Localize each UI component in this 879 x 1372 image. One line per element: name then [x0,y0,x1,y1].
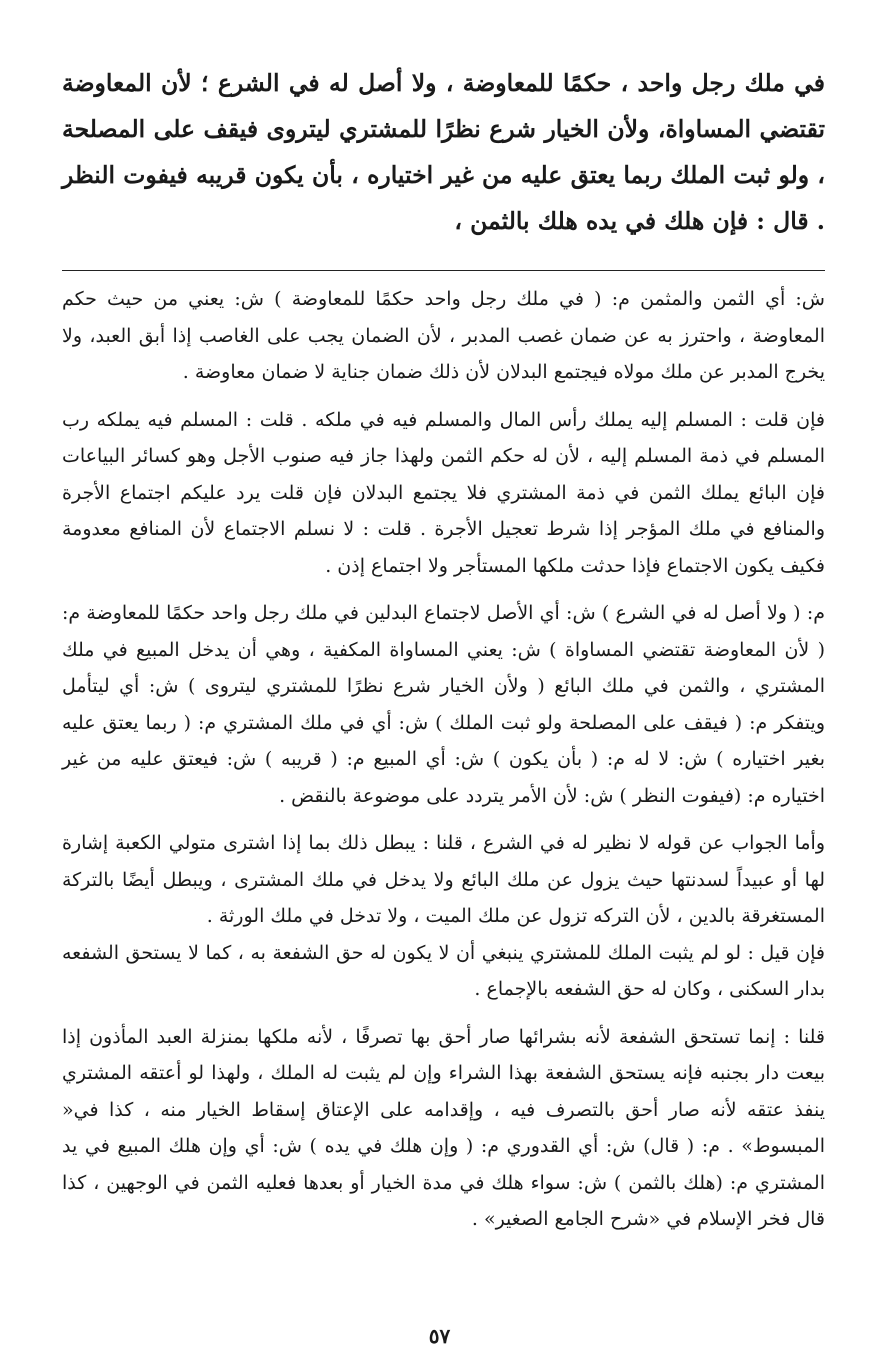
page-number: ٥٧ [428,1324,451,1348]
separator-line [62,270,825,271]
commentary-paragraph-2: فإن قلت : المسلم إليه يملك رأس المال والمسلم فيه في ملكه . قلت : المسلم فيه يملكه رب المسلم في ذمة المسلم إليه ، لأن له حكم الثمن ولهذا جاز فيه صنوب الأجل وهو كسائر البياعات فإن البائع يملك الثمن في ذمة المشتري فلا يجتمع البدلان فإن قلت يرد عليكم اجتماع الأجرة والمنافع في ملك المؤجر إذا شرط تعجيل الأجرة . قلت : لا نسلم الاجتماع لأن المنافع معدومة فكيف يكون الاجتماع فإذا حدثت ملكها المستأجر ولا اجتماع إذن . [62,408,825,577]
commentary-paragraph-1: ش: أي الثمن والمثمن م: ( في ملك رجل واحد حكمًا للمعاوضة ) ش: يعني من حيث حكم المعاوضة ، واحترز به عن ضمان غصب المدبر ، لأن الضمان يجب على الغاصب إذا أبق العبد، ولا يخرج المدبر عن ملك مولاه فيجتمع البدلان لأن ذلك ضمان جناية لا ضمان معاوضة . [62,288,825,383]
commentary-paragraph-4: وأما الجواب عن قوله لا نظير له في الشرع ، قلنا : يبطل ذلك بما إذا اشترى متولي الكعبة إشارة لها أو عبيداً لسدنتها حيث يزول عن ملك البائع ولا يدخل في ملك المشترى ، ويبطل أيضًا بالتركة المستغرقة بالدين ، لأن التركه تزول عن ملك الميت ، ولا تدخل في ملك الورثة . [62,832,825,927]
commentary [62,281,825,1238]
main-text: في ملك رجل واحد ، حكمًا للمعاوضة ، ولا أصل له في الشرع ؛ لأن المعاوضة تقتضي المساواة، ولأن الخيار شرع نظرًا للمشتري ليتروى فيقف على المصلحة ، ولو ثبت الملك ربما يعتق عليه من غير اختياره ، بأن يكون قريبه فيفوت النظر . قال : فإن هلك في يده هلك بالثمن ، [62,69,825,235]
page-content [62,60,825,1372]
commentary-paragraph-3: م: ( ولا أصل له في الشرع ) ش: أي الأصل لاجتماع البدلين في ملك رجل واحد حكمًا للمعاوضة م: ( لأن المعاوضة تقتضي المساواة ) ش: يعني المساواة المكفية ، وهي أن يدخل المبيع في ملك المشتري ، والثمن في ملك البائع ( ولأن الخيار شرع نظرًا للمشتري ليتروى ) ش: أي ليتأمل ويتفكر م: ( فيقف على المصلحة ولو ثبت الملك ) ش: أي في ملك المشتري م: ( ربما يعتق عليه بغير اختياره ) ش: لا له م: ( بأن يكون ) ش: أي المبيع م: ( قريبه ) ش: فيعتق عليه من غير اختياره م: (فيفوت النظر ) ش: لأن الأمر يتردد على موضوعة بالنقض . [62,602,825,807]
commentary-paragraph-5: فإن قيل : لو لم يثبت الملك للمشتري ينبغي أن لا يكون له حق الشفعة به ، كما لا يستحق الشفعه بدار السكنى ، وكان له حق الشفعه بالإجماع . [62,941,825,1000]
commentary-paragraph-6: قلنا : إنما تستحق الشفعة لأنه بشرائها صار أحق بها تصرفًا ، لأنه ملكها بمنزلة العبد المأذون إذا بيعت دار بجنبه فإنه يستحق الشفعة بهذا الشراء وإن لم يثبت له الملك ، ولهذا لو أعتقه المشتري ينفذ عتقه لأنه صار أحق بالتصرف فيه ، وإقدامه على الإعتاق إسقاط الخيار منه ، كذا في« المبسوط» . م: ( قال) ش: أي القدوري م: ( وإن هلك في يده ) ش: أي وإن هلك المبيع في يد المشتري م: (هلك بالثمن ) ش: سواء هلك في مدة الخيار أو بعدها فعليه الثمن في الوجهين ، كذا قال فخر الإسلام في «شرح الجامع الصغير» . [62,1025,825,1230]
